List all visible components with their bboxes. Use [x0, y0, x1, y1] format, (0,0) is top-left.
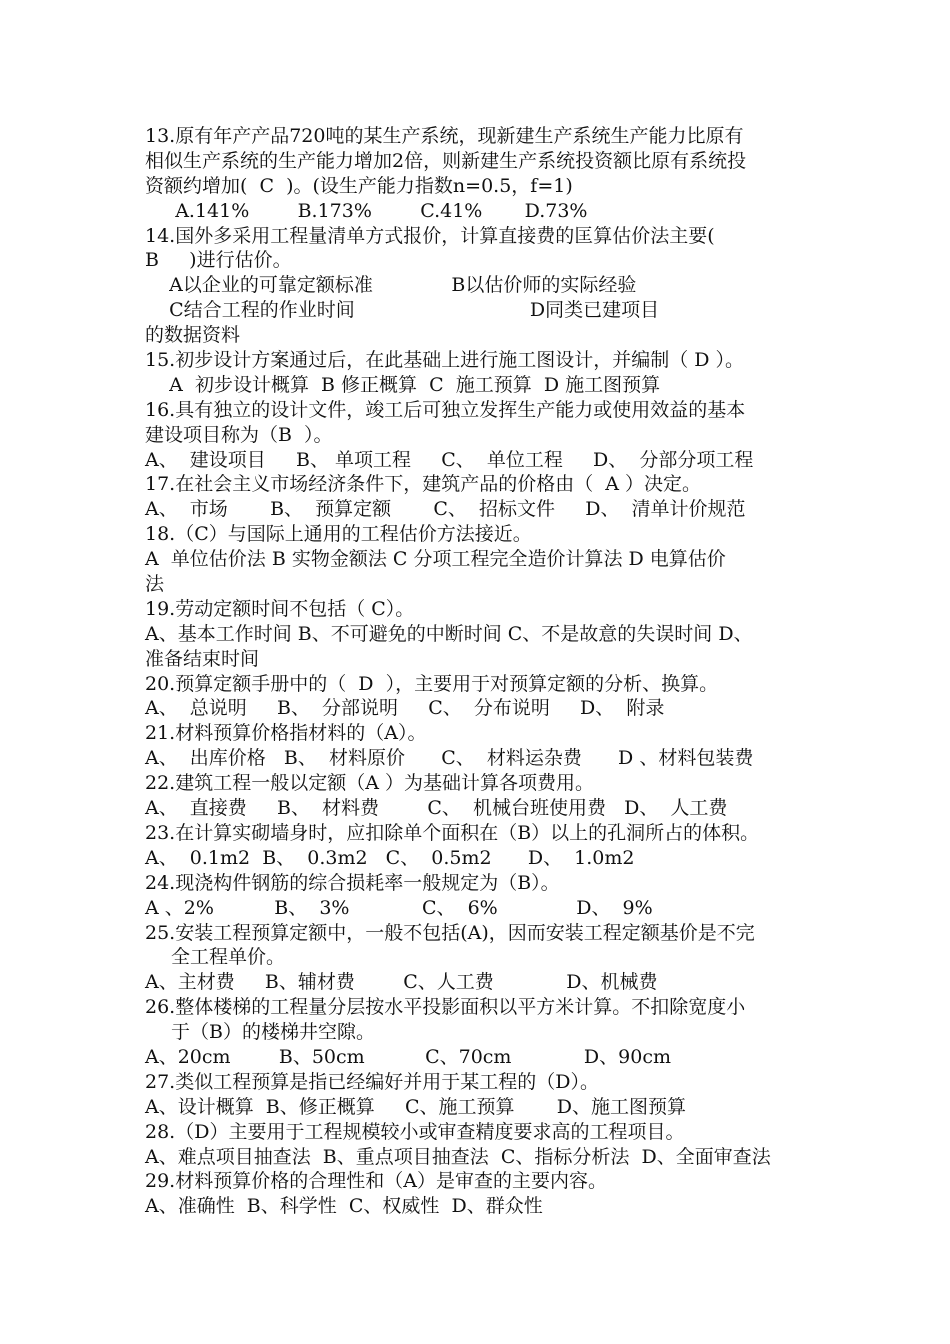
options-q19-1: A、基本工作时间 B、不可避免的中断时间 C、不是故意的失误时间 D、 [145, 622, 753, 645]
options-q20: A、 总说明 B、 分部说明 C、 分布说明 D、 附录 [145, 697, 665, 720]
options-q28: A、难点项目抽查法 B、重点项目抽查法 C、指标分析法 D、全面审查法 [145, 1145, 771, 1168]
options-q18-1: A 单位估价法 B 实物金额法 C 分项工程完全造价计算法 D 电算估价 [145, 548, 726, 571]
options-q25: A、主材费 B、辅材费 C、人工费 D、机械费 [145, 971, 658, 994]
text-line-q13-2: 相似生产系统的生产能力增加2倍，则新建生产系统投资额比原有系统投 [145, 149, 747, 172]
options-q26: A、20cm B、50cm C、70cm D、90cm [145, 1045, 671, 1068]
document-body [145, 124, 865, 1219]
text-line-q19: 19.劳动定额时间不包括（ C）。 [145, 597, 415, 620]
options-q24: A 、2% B、 3% C、 6% D、 9% [145, 896, 653, 919]
options-q29: A、准确性 B、科学性 C、权威性 D、群众性 [145, 1195, 543, 1218]
options-q18-2: 法 [145, 573, 165, 596]
options-q27: A、设计概算 B、修正概算 C、施工预算 D、施工图预算 [145, 1095, 687, 1118]
text-line-q27: 27.类似工程预算是指已经编好并用于某工程的（D）。 [145, 1070, 599, 1093]
text-line-q29: 29.材料预算价格的合理性和（A）是审查的主要内容。 [145, 1170, 607, 1193]
text-line-q17: 17.在社会主义市场经济条件下，建筑产品的价格由（ A ）决定。 [145, 473, 702, 496]
text-line-q26-1: 26.整体楼梯的工程量分层按水平投影面积以平方米计算。不扣除宽度小 [145, 996, 746, 1019]
text-line-q15: 15.初步设计方案通过后，在此基础上进行施工图设计，并编制（ D ）。 [145, 349, 745, 372]
text-line-q14-1: 14.国外多采用工程量清单方式报价，计算直接费的匡算估价法主要( [145, 224, 715, 247]
options-q14-3: 的数据资料 [145, 324, 241, 347]
text-line-q28: 28.（D）主要用于工程规模较小或审查精度要求高的工程项目。 [145, 1120, 685, 1143]
text-line-q13-1: 13.原有年产产品720吨的某生产系统，现新建生产系统生产能力比原有 [145, 125, 744, 147]
options-q14-2: C结合工程的作业时间 D同类已建项目 [145, 299, 660, 322]
text-line-q22: 22.建筑工程一般以定额（A ）为基础计算各项费用。 [145, 772, 594, 795]
options-q15: A 初步设计概算 B 修正概算 C 施工预算 D 施工图预算 [145, 373, 661, 396]
text-line-q25-1: 25.安装工程预算定额中，一般不包括(A)，因而安装工程定额基价是不完 [145, 921, 755, 944]
options-q21: A、 出库价格 B、 材料原价 C、 材料运杂费 D 、材料包装费 [145, 747, 754, 770]
options-q13: A.141% B.173% C.41% D.73% [145, 199, 588, 222]
text-line-q14-2: B )进行估价。 [145, 249, 292, 272]
text-line-q13-3: 资额约增加( C )。(设生产能力指数n=0.5，f=1) [145, 174, 573, 197]
text-line-q25-2: 全工程单价。 [171, 946, 286, 969]
text-line-q16-2: 建设项目称为（B ）。 [145, 423, 333, 446]
text-line-q20: 20.预算定额手册中的（ D ），主要用于对预算定额的分析、换算。 [145, 672, 719, 695]
text-line-q18: 18.（C）与国际上通用的工程估价方法接近。 [145, 523, 532, 546]
text-line-q26-2: 于（B）的楼梯井空隙。 [171, 1021, 375, 1044]
options-q19-2: 准备结束时间 [145, 647, 260, 670]
options-q22: A、 直接费 B、 材料费 C、 机械台班使用费 D、 人工费 [145, 797, 728, 820]
options-q17: A、 市场 B、 预算定额 C、 招标文件 D、 清单计价规范 [145, 498, 746, 521]
options-q14-1: A以企业的可靠定额标准 B以估价师的实际经验 [145, 274, 637, 297]
text-line-q16-1: 16.具有独立的设计文件，竣工后可独立发挥生产能力或使用效益的基本 [145, 398, 746, 421]
options-q16: A、 建设项目 B、 单项工程 C、 单位工程 D、 分部分项工程 [145, 448, 754, 471]
text-line-q21: 21.材料预算价格指材料的（A）。 [145, 722, 427, 745]
options-q23: A、 0.1m2 B、 0.3m2 C、 0.5m2 D、 1.0m2 [145, 846, 635, 869]
text-line-q23: 23.在计算实砌墙身时，应扣除单个面积在（B）以上的孔洞所占的体积。 [145, 821, 760, 844]
text-line-q24: 24.现浇构件钢筋的综合损耗率一般规定为（B）。 [145, 871, 560, 894]
